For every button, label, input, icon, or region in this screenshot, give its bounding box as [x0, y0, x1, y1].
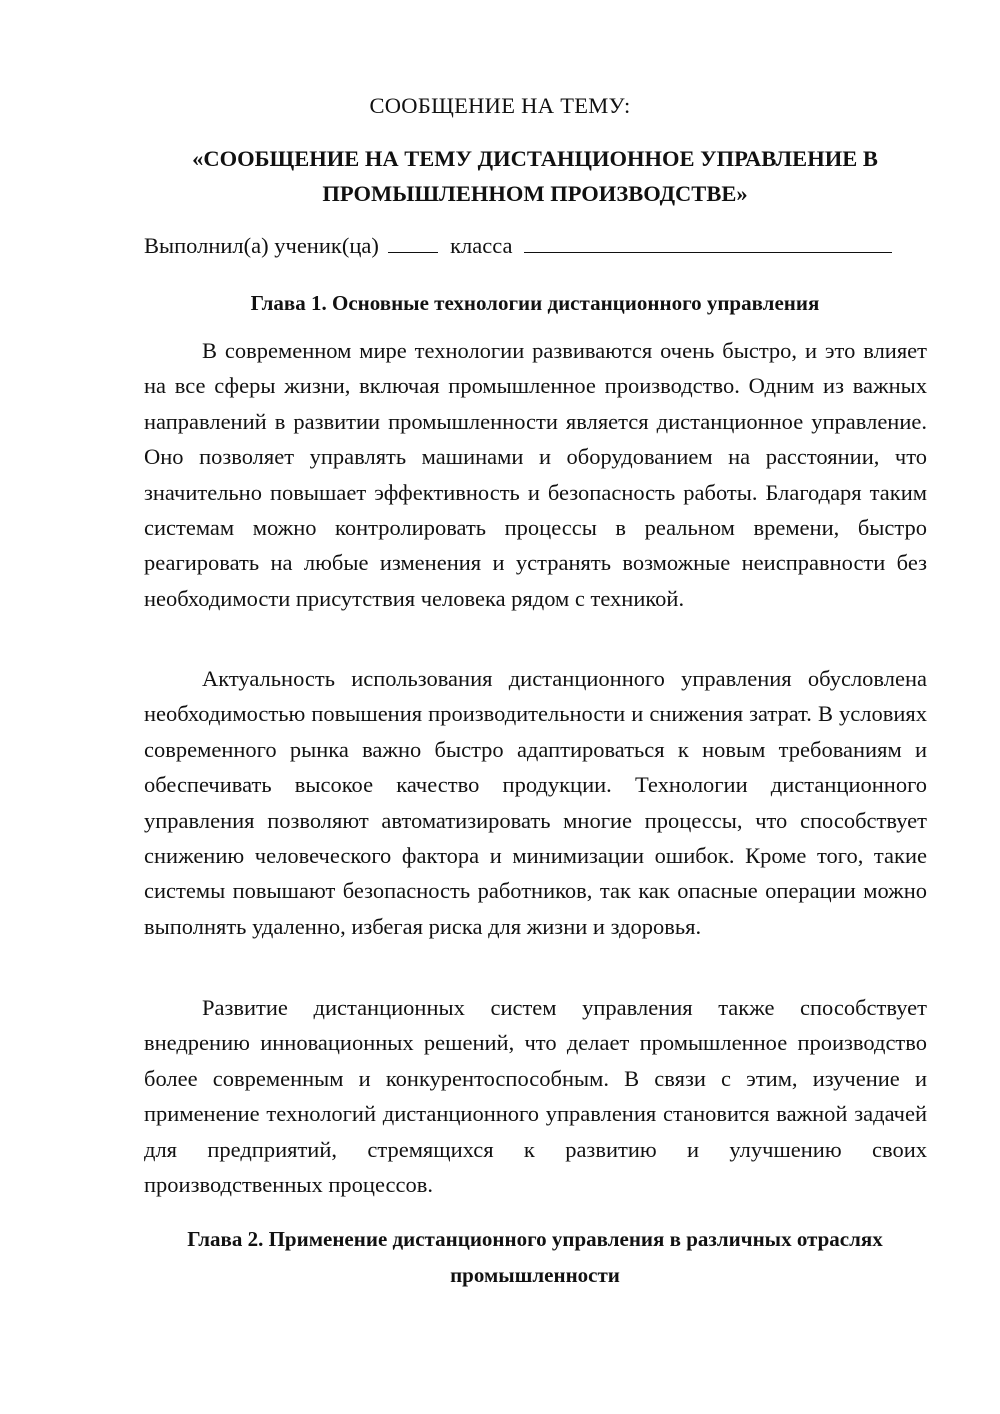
- chapter-1-heading: Глава 1. Основные технологии дистанционного управления: [250, 291, 820, 315]
- header-label: СООБЩЕНИЕ НА ТЕМУ:: [369, 93, 631, 118]
- chapter-1-paragraph-3: [144, 990, 927, 1202]
- paragraph-text: Развитие дистанционных систем управления также способствует внедрению инновационных решений, что делает промышленное производство более современным и конкурентоспособным. В связи с этим, изучение и применение технологий дистанционного управления становится важной задачей для предприятий, стремящихся к развитию и улучшению своих производственных процессов.: [144, 995, 927, 1198]
- document-title: «СООБЩЕНИЕ НА ТЕМУ ДИСТАНЦИОННОЕ УПРАВЛЕНИЕ В ПРОМЫШЛЕННОМ ПРОИЗВОДСТВЕ»: [192, 146, 878, 206]
- chapter-1-paragraph-1: [144, 333, 927, 616]
- name-blank-field[interactable]: [524, 230, 892, 253]
- paragraph-text: В современном мире технологии развиваются очень быстро, и это влияет на все сферы жизни, включая промышленное производство. Одним из важных направлений в развитии промышленности является дистанционное управление. Оно позволяет управлять машинами и оборудованием на расстоянии, что значительно повышает эффективность и безопасность работы. Благодаря таким системам можно контролировать процессы в реальном времени, быстро реагировать на любые изменения и устранять возможные неисправности без необходимости присутствия человека рядом с техникой.: [144, 338, 927, 611]
- author-prefix: Выполнил(а) ученик(ца): [144, 233, 379, 258]
- chapter-2-heading: Глава 2. Применение дистанционного управления в различных отраслях промышленности: [187, 1227, 883, 1287]
- author-line: [144, 230, 892, 259]
- class-blank-field[interactable]: [388, 230, 438, 253]
- class-word: класса: [450, 233, 513, 258]
- chapter-1-paragraph-2: [144, 661, 927, 944]
- paragraph-text: Актуальность использования дистанционного управления обусловлена необходимостью повышения производительности и снижения затрат. В условиях современного рынка важно быстро адаптироваться к новым требованиям и обеспечивать высокое качество продукции. Технологии дистанционного управления позволяют автоматизировать многие процессы, что способствует снижению человеческого фактора и минимизации ошибок. Кроме того, такие системы повышают безопасность работников, так как опасные операции можно выполнять удаленно, избегая риска для жизни и здоровья.: [144, 666, 927, 939]
